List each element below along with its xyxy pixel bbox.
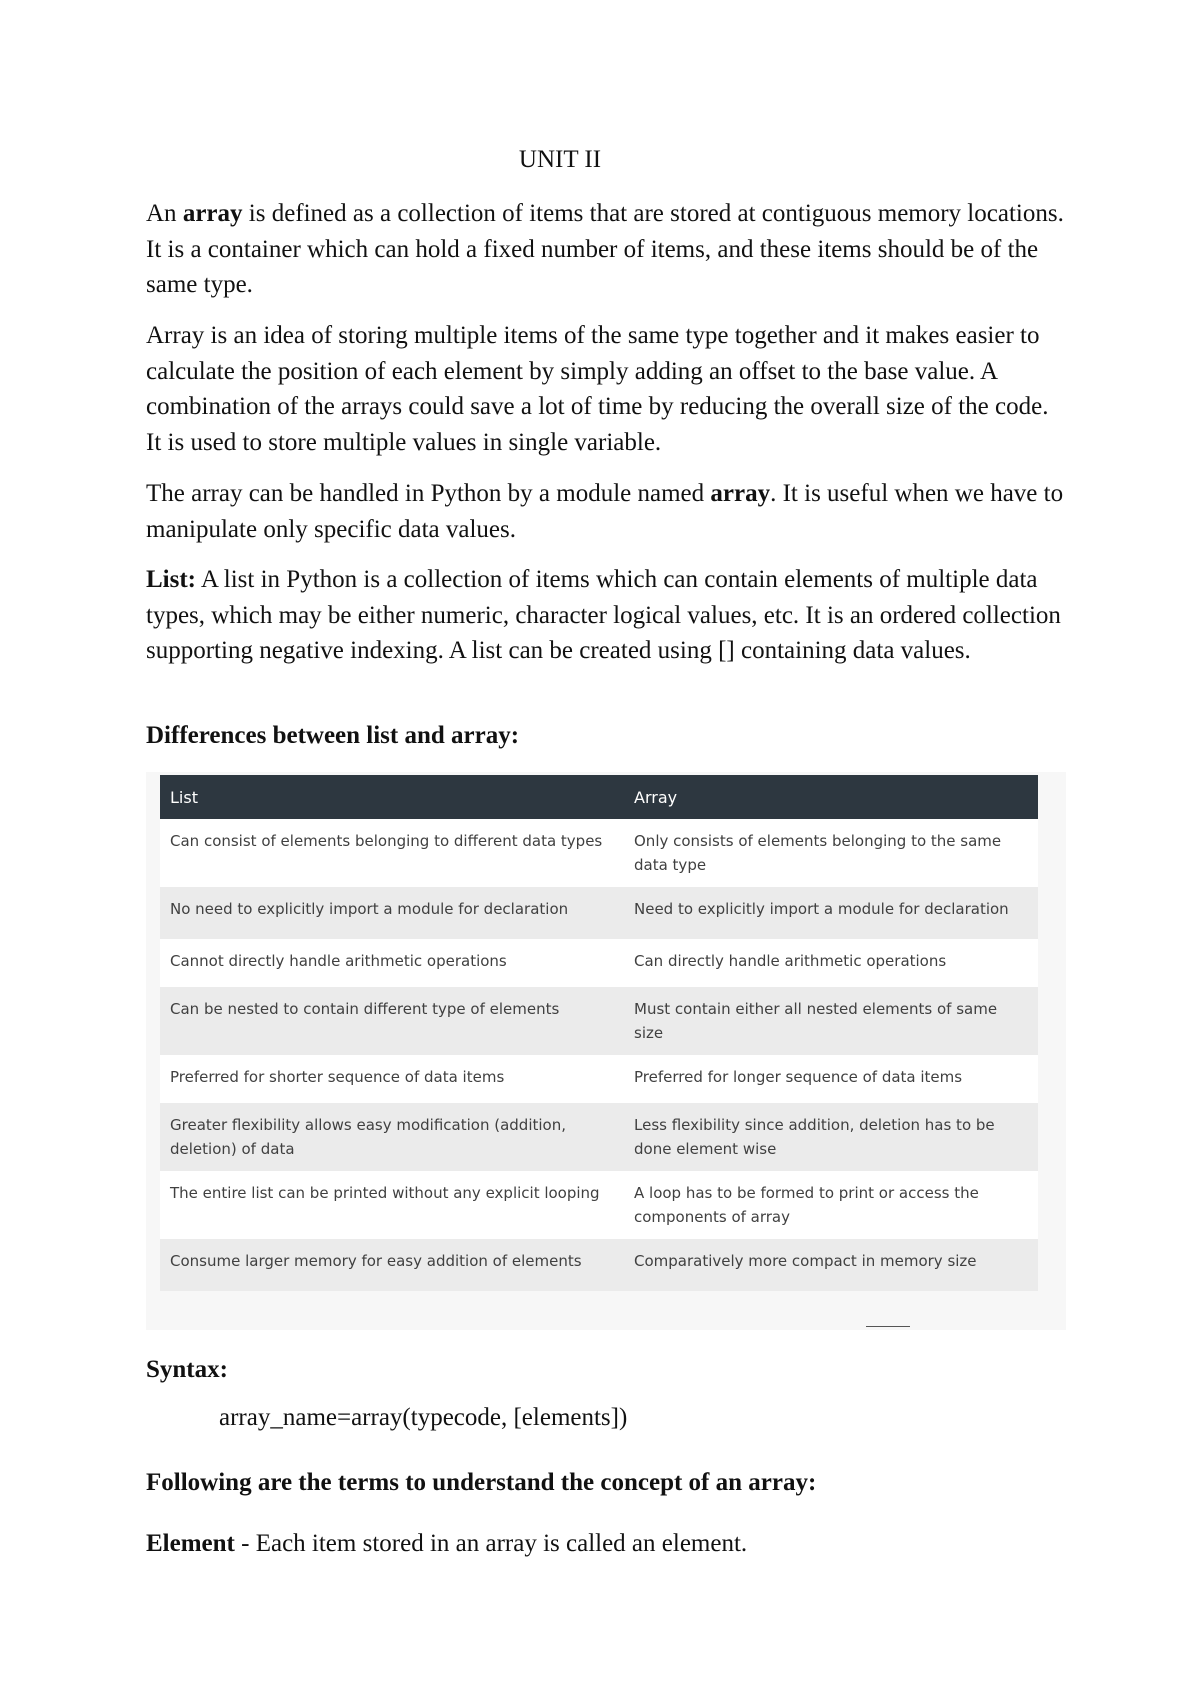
- syntax-code: array_name=array(typecode, [elements]): [219, 1404, 628, 1431]
- list-cell: Greater flexibility allows easy modification (addition, deletion) of data: [160, 1103, 624, 1171]
- array-cell: Can directly handle arithmetic operations: [624, 939, 1038, 987]
- array-cell: Need to explicitly import a module for declaration: [624, 887, 1038, 939]
- array-cell: A loop has to be formed to print or access the components of array: [624, 1171, 1038, 1239]
- array-cell: Comparatively more compact in memory size: [624, 1239, 1038, 1291]
- table-header-row: [160, 775, 1038, 819]
- bold-module-name: array: [710, 480, 771, 507]
- header-list: List: [160, 775, 624, 819]
- list-cell: Consume larger memory for easy addition of elements: [160, 1239, 624, 1291]
- header-array: Array: [624, 775, 1038, 819]
- list-cell: No need to explicitly import a module for declaration: [160, 887, 624, 939]
- syntax-heading: Syntax:: [146, 1356, 228, 1383]
- bold-term-array: array: [182, 200, 243, 227]
- list-cell: The entire list can be printed without any explicit looping: [160, 1171, 624, 1239]
- table-row: [160, 819, 1038, 887]
- scroll-indicator-line: [866, 1326, 910, 1327]
- list-cell: Can consist of elements belonging to different data types: [160, 819, 624, 887]
- bold-element-term: Element: [146, 1530, 235, 1557]
- table-row: [160, 939, 1038, 987]
- array-cell: Less flexibility since addition, deletion has to be done element wise: [624, 1103, 1038, 1171]
- table-row: [160, 1239, 1038, 1291]
- array-cell: Must contain either all nested elements of same size: [624, 987, 1038, 1055]
- table-row: [160, 887, 1038, 939]
- list-cell: Cannot directly handle arithmetic operations: [160, 939, 624, 987]
- array-cell: Preferred for longer sequence of data items: [624, 1055, 1038, 1103]
- unit-title: UNIT II: [518, 146, 602, 173]
- comparison-table-image: [146, 772, 1066, 1330]
- list-cell: Preferred for shorter sequence of data items: [160, 1055, 624, 1103]
- table-row: [160, 1171, 1038, 1239]
- table-row: [160, 1103, 1038, 1171]
- terms-heading: Following are the terms to understand the concept of an array:: [146, 1469, 817, 1496]
- paragraph-list-definition: List: A list in Python is a collection of items which can contain elements of multiple data types, which may be either numeric, character logical values, etc. It is an ordered collection supporting negative indexing. A list can be created using [] containing data values.: [146, 566, 1061, 664]
- list-cell: Can be nested to contain different type of elements: [160, 987, 624, 1055]
- paragraph-array-idea: Array is an idea of storing multiple items of the same type together and it makes easier to calculate the position of each element by simply adding an offset to the base value. A combination of the arrays could save a lot of time by reducing the overall size of the code. It is used to store multiple values in single variable.: [146, 322, 1049, 456]
- table-row: [160, 1055, 1038, 1103]
- paragraph-array-module: The array can be handled in Python by a module named array. It is useful when we have to manipulate only specific data values.: [146, 480, 1064, 543]
- differences-heading: Differences between list and array:: [146, 722, 520, 749]
- paragraph-array-definition: An array is defined as a collection of items that are stored at contiguous memory locations. It is a container which can hold a fixed number of items, and these items should be of the same type.: [146, 200, 1064, 298]
- comparison-table: [160, 775, 1038, 1291]
- table-row: [160, 987, 1038, 1055]
- bold-list-label: List:: [146, 566, 196, 593]
- element-definition: Element - Each item stored in an array is called an element.: [146, 1530, 748, 1557]
- array-cell: Only consists of elements belonging to the same data type: [624, 819, 1038, 887]
